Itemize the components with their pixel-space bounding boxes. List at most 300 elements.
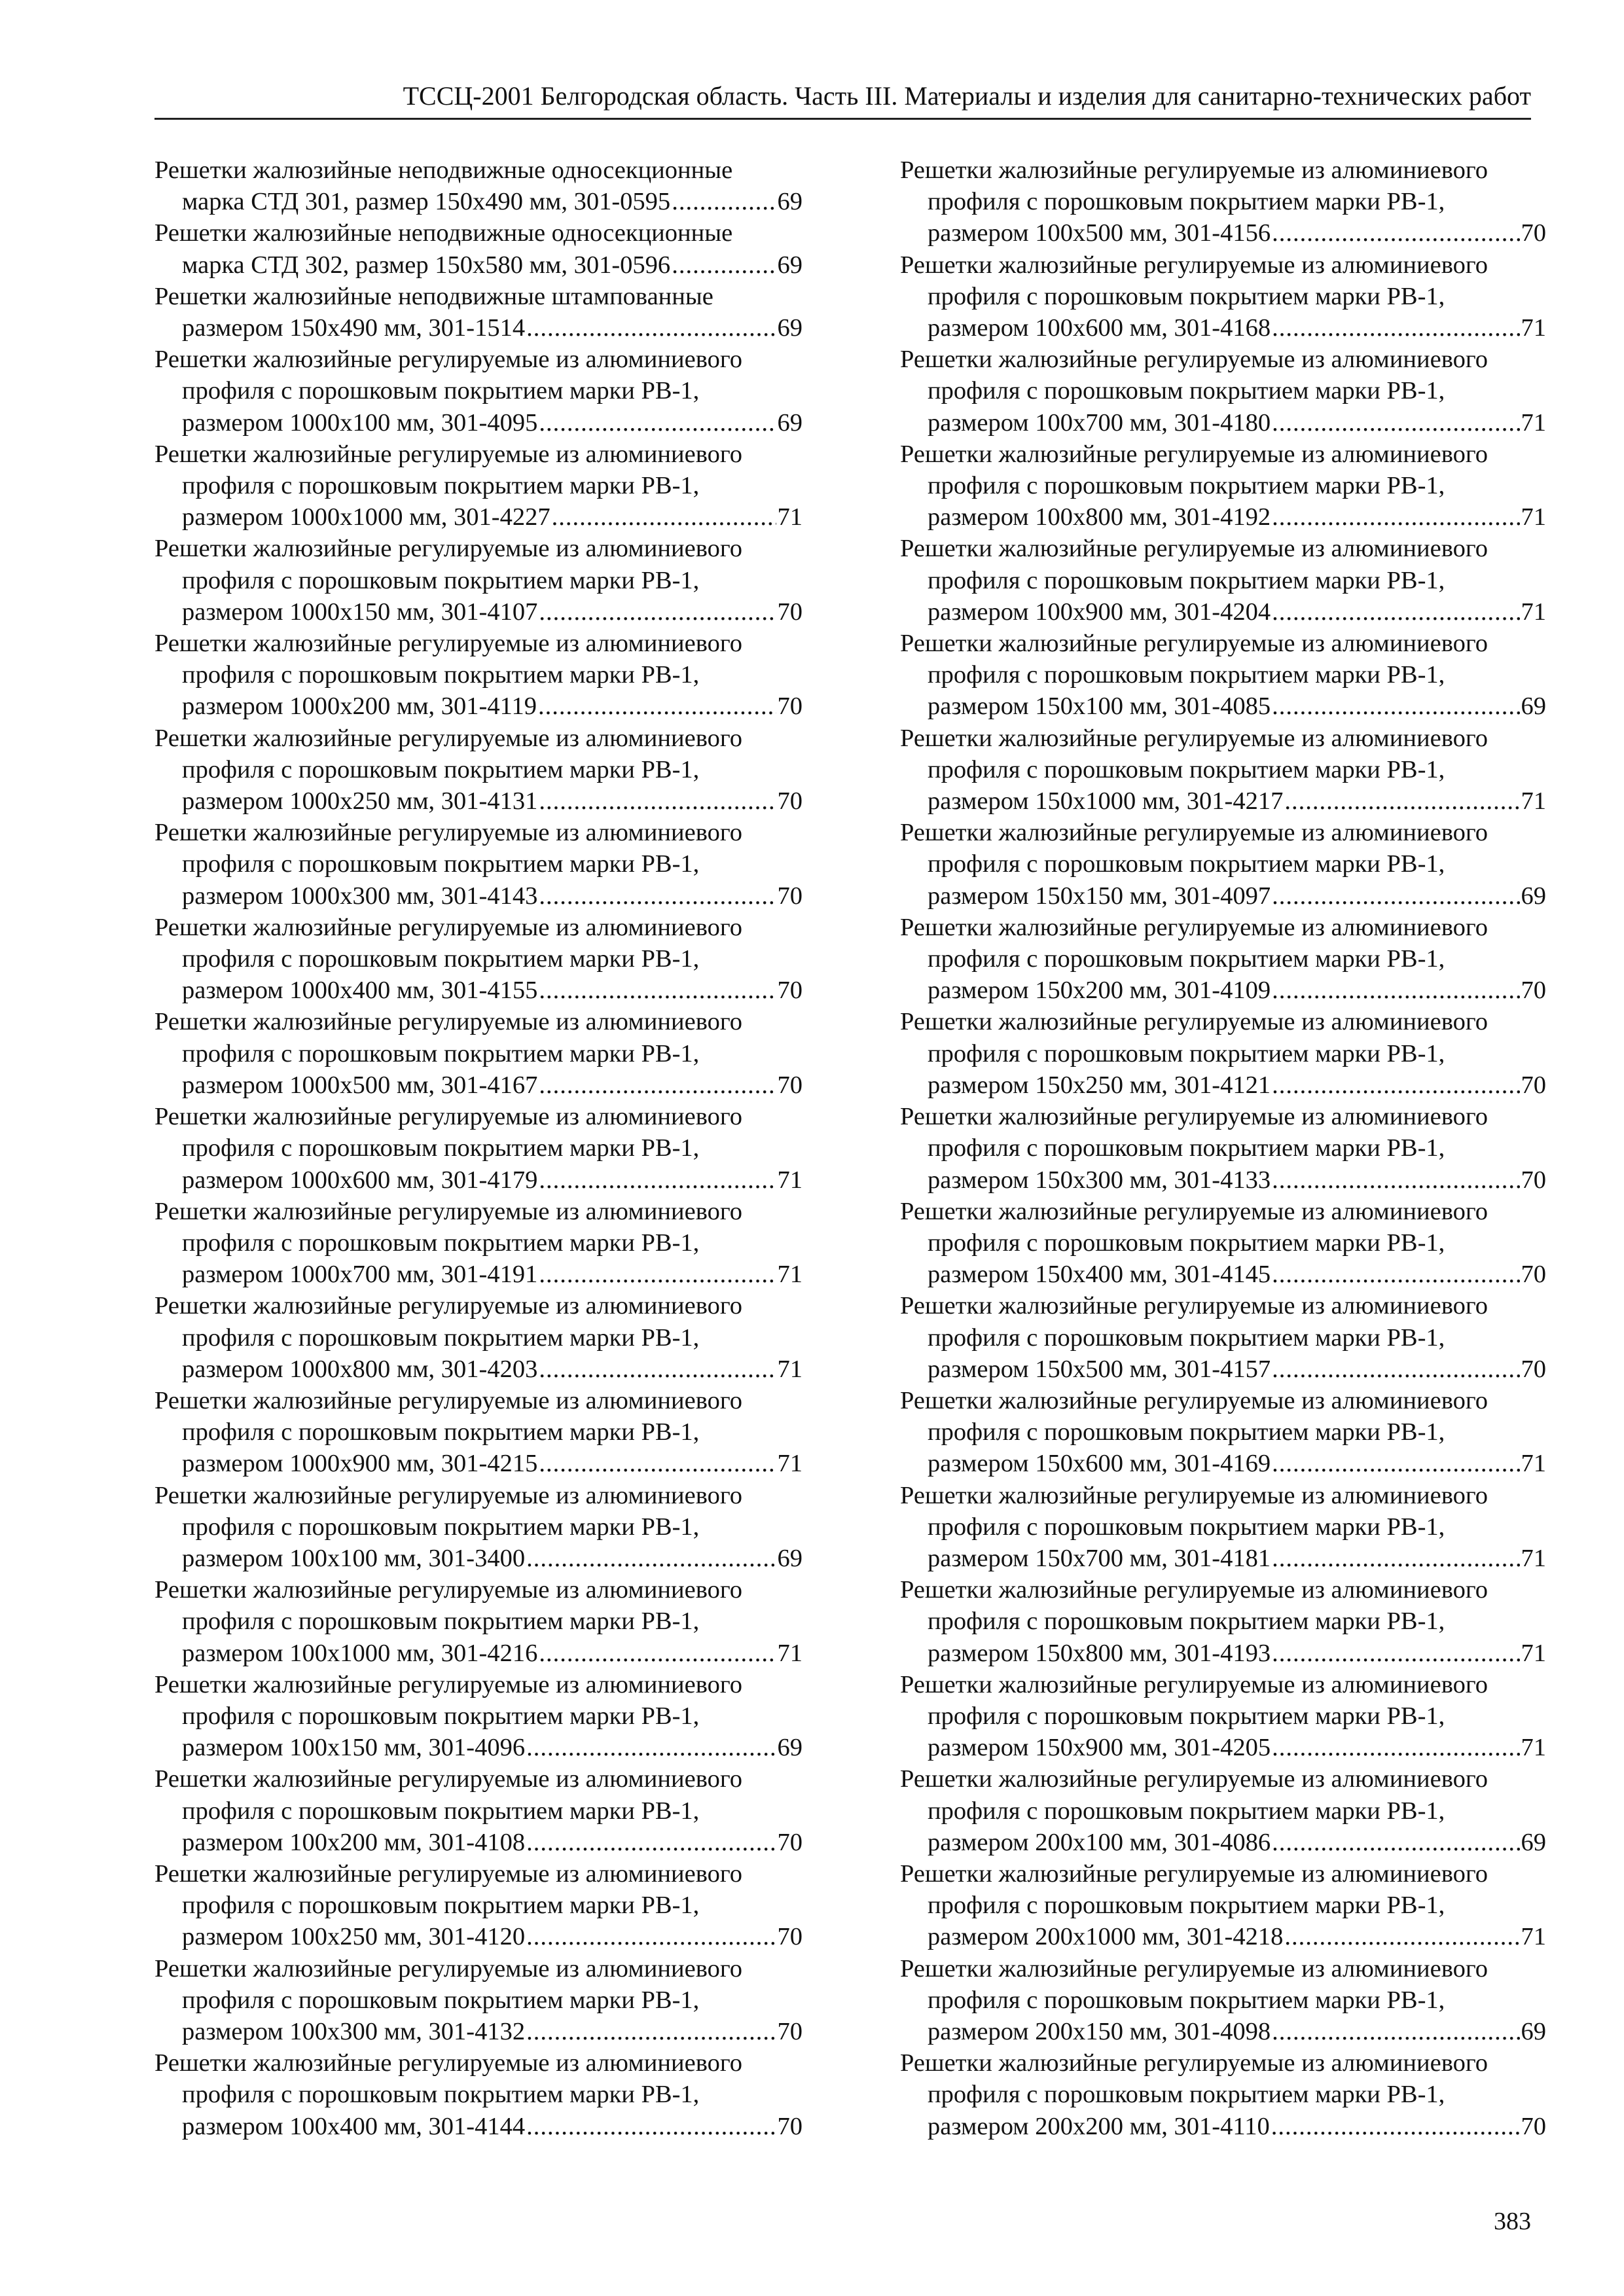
entry-continuation: профиля с порошковым покрытием марки РВ-1,: [928, 472, 1445, 500]
entry-page-ref: 70: [777, 692, 803, 721]
entry-last-line: [900, 407, 1546, 439]
entry-title: Решетки жалюзийные регулируемые из алюминиевого: [900, 1386, 1488, 1414]
entry-size-code: размером 1000х600 мм, 301-4179: [182, 1166, 538, 1194]
entry-size-code: размером 1000х300 мм, 301-4143: [182, 882, 538, 910]
entry-page-ref: 71: [1521, 1544, 1546, 1572]
entry-size-code: размером 150х150 мм, 301-4097: [928, 882, 1271, 910]
index-entry: [900, 1290, 1546, 1385]
entry-size-code: размером 1000х150 мм, 301-4107: [182, 598, 538, 626]
index-entry: [900, 439, 1546, 533]
entry-continuation: профиля с порошковым покрытием марки РВ-1,: [182, 1323, 700, 1352]
entry-continuation: профиля с порошковым покрытием марки РВ-1,: [928, 661, 1445, 689]
index-entry: [154, 1101, 803, 1196]
dot-leader: [539, 1259, 776, 1290]
entry-size-code: размером 100х200 мм, 301-4108: [182, 1828, 526, 1856]
entry-title: Решетки жалюзийные регулируемые из алюминиевого: [900, 1197, 1488, 1225]
entry-page-ref: 70: [1521, 1166, 1546, 1194]
entry-size-code: размером 100х900 мм, 301-4204: [928, 598, 1271, 626]
entry-continuation: профиля с порошковым покрытием марки РВ-1,: [928, 188, 1445, 216]
entry-size-code: размером 100х700 мм, 301-4180: [928, 408, 1271, 437]
entry-page-ref: 71: [777, 1261, 803, 1289]
entry-last-line: [154, 1543, 803, 1574]
entry-continuation: профиля с порошковым покрытием марки РВ-1,: [928, 1229, 1445, 1257]
entry-continuation: профиля с порошковым покрытием марки РВ-1,: [182, 1702, 700, 1730]
dot-leader: [539, 975, 776, 1006]
index-entry: [900, 1196, 1546, 1291]
dot-leader: [539, 1069, 776, 1101]
entry-continuation: профиля с порошковым покрытием марки РВ-1,: [928, 1039, 1445, 1067]
entry-size-code: размером 150х1000 мм, 301-4217: [928, 787, 1284, 816]
entry-continuation: профиля с порошковым покрытием марки РВ-1,: [928, 1323, 1445, 1352]
entry-size-code: размером 150х300 мм, 301-4133: [928, 1166, 1271, 1194]
entry-size-code: размером 1000х200 мм, 301-4119: [182, 692, 537, 721]
entry-last-line: [154, 1921, 803, 1952]
entry-page-ref: 71: [777, 1450, 803, 1478]
entry-continuation: профиля с порошковым покрытием марки РВ-1,: [928, 1607, 1445, 1636]
index-entry: [900, 1480, 1546, 1575]
entry-title: Решетки жалюзийные регулируемые из алюминиевого: [900, 1954, 1488, 1982]
index-entry: [900, 1858, 1546, 1953]
entry-last-line: [154, 1164, 803, 1196]
dot-leader: [1272, 1354, 1519, 1385]
entry-last-line: [900, 2111, 1546, 2142]
index-entry: [154, 1480, 803, 1575]
entry-last-line: [154, 501, 803, 533]
dot-leader: [1284, 1921, 1519, 1952]
entry-last-line: [900, 1259, 1546, 1290]
entry-title: Решетки жалюзийные регулируемые из алюминиевого: [154, 1954, 742, 1982]
header-title: ТССЦ-2001 Белгородская область. Часть III. Материалы и изделия для санитарно-технических работ: [403, 81, 1531, 111]
dot-leader: [1272, 691, 1519, 722]
entry-last-line: [154, 596, 803, 628]
index-entry: [154, 1858, 803, 1953]
entry-last-line: [154, 186, 803, 217]
entry-title: Решетки жалюзийные регулируемые из алюминиевого: [900, 630, 1488, 658]
dot-leader: [1272, 596, 1519, 628]
entry-title: Решетки жалюзийные неподвижные односекционные: [154, 219, 733, 247]
entry-continuation: профиля с порошковым покрытием марки РВ-1,: [182, 1134, 700, 1162]
entry-last-line: [154, 249, 803, 281]
entry-page-ref: 71: [1521, 787, 1546, 816]
dot-leader: [526, 1827, 776, 1858]
dot-leader: [526, 1921, 776, 1952]
entry-continuation: профиля с порошковым покрытием марки РВ-1,: [928, 1418, 1445, 1446]
entry-page-ref: 70: [777, 1923, 803, 1951]
entry-page-ref: 70: [1521, 219, 1546, 247]
entry-page-ref: 71: [1521, 598, 1546, 626]
entry-size-code: размером 1000х100 мм, 301-4095: [182, 408, 538, 437]
entry-page-ref: 69: [1521, 692, 1546, 721]
entry-continuation: профиля с порошковым покрытием марки РВ-1,: [182, 472, 700, 500]
index-entry: [900, 533, 1546, 628]
entry-last-line: [900, 596, 1546, 628]
entry-page-ref: 71: [1521, 1450, 1546, 1478]
dot-leader: [539, 407, 776, 439]
entry-title: Решетки жалюзийные регулируемые из алюминиевого: [154, 535, 742, 563]
entry-title: Решетки жалюзийные регулируемые из алюминиевого: [900, 440, 1488, 468]
dot-leader: [1272, 1259, 1519, 1290]
entry-last-line: [900, 1827, 1546, 1858]
entry-page-ref: 71: [777, 1639, 803, 1667]
index-entry: [900, 817, 1546, 912]
entry-title: Решетки жалюзийные регулируемые из алюминиевого: [900, 724, 1488, 752]
entry-continuation: профиля с порошковым покрытием марки РВ-1,: [182, 377, 700, 405]
index-entry: [900, 249, 1546, 344]
entry-continuation: профиля с порошковым покрытием марки РВ-1,: [182, 1892, 700, 1920]
dot-leader: [1272, 2016, 1519, 2047]
entry-continuation: профиля с порошковым покрытием марки РВ-1,: [182, 1607, 700, 1636]
index-entry: [154, 217, 803, 280]
entry-page-ref: 69: [777, 188, 803, 216]
entry-page-ref: 70: [777, 1071, 803, 1099]
entry-page-ref: 71: [777, 503, 803, 531]
entry-page-ref: 70: [777, 1828, 803, 1856]
entry-title: Решетки жалюзийные регулируемые из алюминиевого: [154, 2049, 742, 2077]
entry-continuation: профиля с порошковым покрытием марки РВ-1,: [928, 755, 1445, 783]
entry-title: Решетки жалюзийные регулируемые из алюминиевого: [900, 251, 1488, 279]
page-number: 383: [1494, 2208, 1531, 2235]
index-entry: [154, 1290, 803, 1385]
entry-continuation: профиля с порошковым покрытием марки РВ-1,: [182, 661, 700, 689]
entry-page-ref: 70: [777, 977, 803, 1005]
entry-last-line: [154, 975, 803, 1006]
index-entry: [154, 344, 803, 439]
dot-leader: [539, 1354, 776, 1385]
entry-title: Решетки жалюзийные регулируемые из алюминиевого: [154, 630, 742, 658]
entry-size-code: размером 150х600 мм, 301-4169: [928, 1450, 1271, 1478]
entry-size-code: размером 200х1000 мм, 301-4218: [928, 1923, 1284, 1951]
dot-leader: [526, 2111, 776, 2142]
entry-last-line: [900, 1069, 1546, 1101]
entry-continuation: профиля с порошковым покрытием марки РВ-1,: [182, 566, 700, 594]
dot-leader: [1272, 975, 1519, 1006]
index-column-left: [154, 154, 803, 2142]
entry-size-code: размером 1000х250 мм, 301-4131: [182, 787, 538, 816]
entry-title: Решетки жалюзийные регулируемые из алюминиевого: [154, 1197, 742, 1225]
entry-continuation: профиля с порошковым покрытием марки РВ-1,: [928, 1892, 1445, 1920]
entry-size-code: размером 100х250 мм, 301-4120: [182, 1923, 526, 1951]
entry-page-ref: 69: [777, 1544, 803, 1572]
entry-size-code: размером 150х900 мм, 301-4205: [928, 1734, 1271, 1762]
index-entry: [154, 912, 803, 1007]
entry-title: Решетки жалюзийные регулируемые из алюминиевого: [154, 346, 742, 374]
entry-last-line: [900, 1732, 1546, 1763]
dot-leader: [1272, 1543, 1519, 1574]
dot-leader: [1271, 2111, 1520, 2142]
entry-title: Решетки жалюзийные регулируемые из алюминиевого: [154, 819, 742, 847]
entry-continuation: профиля с порошковым покрытием марки РВ-1,: [182, 1513, 700, 1541]
entry-size-code: размером 1000х400 мм, 301-4155: [182, 977, 538, 1005]
entry-continuation: профиля с порошковым покрытием марки РВ-1,: [182, 755, 700, 783]
entry-last-line: [900, 785, 1546, 817]
entry-continuation: профиля с порошковым покрытием марки РВ-1,: [928, 566, 1445, 594]
index-entry: [154, 628, 803, 723]
entry-title: Решетки жалюзийные регулируемые из алюминиевого: [154, 1103, 742, 1131]
dot-leader: [1272, 1732, 1519, 1763]
entry-title: Решетки жалюзийные регулируемые из алюминиевого: [900, 1670, 1488, 1698]
entry-title: Решетки жалюзийные регулируемые из алюминиевого: [154, 1386, 742, 1414]
entry-page-ref: 70: [777, 882, 803, 910]
dot-leader: [1272, 407, 1519, 439]
index-entry: [900, 628, 1546, 723]
dot-leader: [539, 785, 776, 817]
entry-title: Решетки жалюзийные регулируемые из алюминиевого: [900, 1103, 1488, 1131]
entry-size-code: размером 100х500 мм, 301-4156: [928, 219, 1271, 247]
index-entry: [900, 344, 1546, 439]
dot-leader: [1272, 1638, 1519, 1669]
entry-page-ref: 71: [1521, 314, 1546, 342]
index-entry: [900, 154, 1546, 249]
entry-page-ref: 71: [1521, 1639, 1546, 1667]
index-entry: [154, 1006, 803, 1101]
entry-size-code: размером 150х500 мм, 301-4157: [928, 1355, 1271, 1383]
dot-leader: [1272, 1069, 1519, 1101]
entry-page-ref: 70: [1521, 2112, 1546, 2140]
entry-size-code: марка СТД 302, размер 150х580 мм, 301-0596: [182, 251, 671, 279]
entry-continuation: профиля с порошковым покрытием марки РВ-1,: [182, 1039, 700, 1067]
dot-leader: [1272, 217, 1519, 249]
entry-continuation: профиля с порошковым покрытием марки РВ-1,: [182, 1418, 700, 1446]
running-header: [154, 80, 1531, 120]
entry-continuation: профиля с порошковым покрытием марки РВ-1,: [928, 945, 1445, 973]
entry-size-code: размером 1000х800 мм, 301-4203: [182, 1355, 538, 1383]
entry-title: Решетки жалюзийные регулируемые из алюминиевого: [900, 2049, 1488, 2077]
index-entry: [154, 1385, 803, 1480]
entry-page-ref: 71: [777, 1355, 803, 1383]
entry-size-code: размером 1000х700 мм, 301-4191: [182, 1261, 538, 1289]
entry-continuation: профиля с порошковым покрытием марки РВ-1,: [928, 377, 1445, 405]
entry-size-code: размером 150х800 мм, 301-4193: [928, 1639, 1271, 1667]
entry-title: Решетки жалюзийные неподвижные односекционные: [154, 156, 733, 184]
entry-size-code: размером 100х150 мм, 301-4096: [182, 1734, 526, 1762]
index-entry: [900, 1763, 1546, 1858]
entry-title: Решетки жалюзийные регулируемые из алюминиевого: [900, 1765, 1488, 1793]
entry-last-line: [900, 691, 1546, 722]
entry-page-ref: 70: [777, 2017, 803, 2045]
entry-title: Решетки жалюзийные регулируемые из алюминиевого: [154, 1670, 742, 1698]
entry-title: Решетки жалюзийные регулируемые из алюминиевого: [154, 1765, 742, 1793]
dot-leader: [526, 312, 776, 344]
index-entry: [154, 1763, 803, 1858]
dot-leader: [539, 880, 776, 912]
entry-title: Решетки жалюзийные регулируемые из алюминиевого: [154, 1008, 742, 1036]
entry-size-code: размером 100х600 мм, 301-4168: [928, 314, 1271, 342]
entry-page-ref: 69: [777, 1734, 803, 1762]
index-entry: [900, 1385, 1546, 1480]
entry-page-ref: 70: [1521, 1261, 1546, 1289]
dot-leader: [1272, 501, 1519, 533]
entry-continuation: профиля с порошковым покрытием марки РВ-1,: [182, 850, 700, 878]
entry-size-code: размером 150х700 мм, 301-4181: [928, 1544, 1271, 1572]
dot-leader: [526, 1732, 776, 1763]
index-entry: [154, 154, 803, 217]
entry-size-code: размером 150х490 мм, 301-1514: [182, 314, 526, 342]
entry-title: Решетки жалюзийные регулируемые из алюминиевого: [900, 535, 1488, 563]
dot-leader: [1284, 785, 1519, 817]
entry-page-ref: 70: [1521, 1071, 1546, 1099]
entry-size-code: размером 100х100 мм, 301-3400: [182, 1544, 526, 1572]
entry-continuation: профиля с порошковым покрытием марки РВ-1,: [928, 850, 1445, 878]
entry-last-line: [900, 1354, 1546, 1385]
entry-title: Решетки жалюзийные регулируемые из алюминиевого: [154, 913, 742, 941]
index-entry: [900, 1006, 1546, 1101]
entry-size-code: размером 200х150 мм, 301-4098: [928, 2017, 1271, 2045]
entry-title: Решетки жалюзийные регулируемые из алюминиевого: [154, 1292, 742, 1320]
dot-leader: [552, 501, 776, 533]
index-entry: [154, 281, 803, 344]
index-entry: [900, 1669, 1546, 1764]
entry-page-ref: 69: [777, 251, 803, 279]
entry-size-code: размером 200х100 мм, 301-4086: [928, 1828, 1271, 1856]
entry-continuation: профиля с порошковым покрытием марки РВ-1,: [928, 1986, 1445, 2014]
entry-last-line: [154, 312, 803, 344]
entry-title: Решетки жалюзийные регулируемые из алюминиевого: [900, 1576, 1488, 1604]
index-entry: [154, 1574, 803, 1669]
entry-continuation: профиля с порошковым покрытием марки РВ-1,: [182, 945, 700, 973]
index-entry: [154, 1669, 803, 1764]
index-entry: [154, 1196, 803, 1291]
entry-page-ref: 69: [1521, 2017, 1546, 2045]
entry-last-line: [900, 312, 1546, 344]
entry-continuation: профиля с порошковым покрытием марки РВ-1,: [182, 2081, 700, 2109]
entry-last-line: [900, 1543, 1546, 1574]
dot-leader: [1272, 312, 1519, 344]
entry-page-ref: 71: [1521, 1734, 1546, 1762]
entry-title: Решетки жалюзийные регулируемые из алюминиевого: [154, 440, 742, 468]
dot-leader: [539, 1638, 776, 1669]
entry-size-code: размером 200х200 мм, 301-4110: [928, 2112, 1270, 2140]
entry-last-line: [900, 1921, 1546, 1952]
entry-last-line: [154, 407, 803, 439]
dot-leader: [1272, 880, 1519, 912]
index-entry: [900, 1953, 1546, 2048]
entry-title: Решетки жалюзийные регулируемые из алюминиевого: [900, 913, 1488, 941]
entry-title: Решетки жалюзийные регулируемые из алюминиевого: [900, 346, 1488, 374]
entry-page-ref: 69: [777, 314, 803, 342]
entry-page-ref: 70: [777, 598, 803, 626]
entry-last-line: [900, 880, 1546, 912]
entry-page-ref: 71: [1521, 503, 1546, 531]
entry-last-line: [154, 1827, 803, 1858]
dot-leader: [672, 186, 776, 217]
entry-last-line: [900, 975, 1546, 1006]
dot-leader: [539, 1448, 776, 1479]
entry-continuation: профиля с порошковым покрытием марки РВ-1,: [928, 282, 1445, 310]
entry-title: Решетки жалюзийные регулируемые из алюминиевого: [900, 1292, 1488, 1320]
entry-title: Решетки жалюзийные регулируемые из алюминиевого: [900, 1481, 1488, 1509]
entry-last-line: [154, 1354, 803, 1385]
dot-leader: [1272, 1164, 1519, 1196]
index-entry: [154, 533, 803, 628]
entry-last-line: [154, 785, 803, 817]
entry-last-line: [154, 880, 803, 912]
entry-size-code: размером 100х800 мм, 301-4192: [928, 503, 1271, 531]
dot-leader: [672, 249, 776, 281]
entry-title: Решетки жалюзийные регулируемые из алюминиевого: [154, 1859, 742, 1888]
index-entry: [900, 723, 1546, 817]
entry-last-line: [900, 1638, 1546, 1669]
entry-continuation: профиля с порошковым покрытием марки РВ-1,: [182, 1797, 700, 1825]
entry-last-line: [900, 1448, 1546, 1479]
entry-last-line: [900, 217, 1546, 249]
entry-title: Решетки жалюзийные регулируемые из алюминиевого: [900, 1859, 1488, 1888]
dot-leader: [1272, 1448, 1519, 1479]
entry-last-line: [154, 1259, 803, 1290]
entry-continuation: профиля с порошковым покрытием марки РВ-1,: [928, 1513, 1445, 1541]
dot-leader: [526, 2016, 776, 2047]
entry-title: Решетки жалюзийные регулируемые из алюминиевого: [900, 819, 1488, 847]
index-entry: [900, 1101, 1546, 1196]
index-entry: [154, 723, 803, 817]
dot-leader: [1272, 1827, 1519, 1858]
entry-page-ref: 70: [777, 2112, 803, 2140]
entry-title: Решетки жалюзийные неподвижные штампованные: [154, 282, 713, 310]
entry-last-line: [154, 1732, 803, 1763]
entry-size-code: размером 1000х900 мм, 301-4215: [182, 1450, 538, 1478]
entry-continuation: профиля с порошковым покрытием марки РВ-1,: [928, 1134, 1445, 1162]
index-entry: [900, 1574, 1546, 1669]
entry-page-ref: 70: [777, 787, 803, 816]
entry-title: Решетки жалюзийные регулируемые из алюминиевого: [154, 724, 742, 752]
entry-last-line: [154, 691, 803, 722]
entry-size-code: размером 100х300 мм, 301-4132: [182, 2017, 526, 2045]
index-entry: [154, 1953, 803, 2048]
entry-page-ref: 71: [1521, 1923, 1546, 1951]
dot-leader: [539, 596, 776, 628]
entry-page-ref: 69: [777, 408, 803, 437]
entry-continuation: профиля с порошковым покрытием марки РВ-1,: [928, 1797, 1445, 1825]
index-entry: [154, 439, 803, 533]
entry-size-code: размером 150х100 мм, 301-4085: [928, 692, 1271, 721]
entry-title: Решетки жалюзийные регулируемые из алюминиевого: [900, 1008, 1488, 1036]
entry-last-line: [154, 1069, 803, 1101]
entry-continuation: профиля с порошковым покрытием марки РВ-1,: [928, 2081, 1445, 2109]
index-entry: [900, 912, 1546, 1007]
dot-leader: [538, 691, 776, 722]
entry-page-ref: 69: [1521, 882, 1546, 910]
entry-title: Решетки жалюзийные регулируемые из алюминиевого: [154, 1481, 742, 1509]
entry-size-code: размером 1000х500 мм, 301-4167: [182, 1071, 538, 1099]
entry-continuation: профиля с порошковым покрытием марки РВ-1,: [182, 1986, 700, 2014]
entry-page-ref: 70: [1521, 977, 1546, 1005]
entry-last-line: [154, 1448, 803, 1479]
entry-page-ref: 71: [1521, 408, 1546, 437]
entry-size-code: размером 1000х1000 мм, 301-4227: [182, 503, 550, 531]
index-entry: [900, 2047, 1546, 2142]
entry-size-code: размером 150х200 мм, 301-4109: [928, 977, 1271, 1005]
entry-size-code: размером 150х250 мм, 301-4121: [928, 1071, 1271, 1099]
entry-last-line: [900, 501, 1546, 533]
entry-page-ref: 69: [1521, 1828, 1546, 1856]
entry-size-code: размером 100х1000 мм, 301-4216: [182, 1639, 538, 1667]
entry-last-line: [154, 1638, 803, 1669]
entry-title: Решетки жалюзийные регулируемые из алюминиевого: [900, 156, 1488, 184]
entry-continuation: профиля с порошковым покрытием марки РВ-1,: [928, 1702, 1445, 1730]
entry-last-line: [154, 2111, 803, 2142]
entry-size-code: размером 150х400 мм, 301-4145: [928, 1261, 1271, 1289]
entry-page-ref: 70: [1521, 1355, 1546, 1383]
entry-size-code: размером 100х400 мм, 301-4144: [182, 2112, 526, 2140]
entry-last-line: [900, 2016, 1546, 2047]
index-column-right: [900, 154, 1546, 2142]
entry-title: Решетки жалюзийные регулируемые из алюминиевого: [154, 1576, 742, 1604]
index-entry: [154, 2047, 803, 2142]
entry-last-line: [900, 1164, 1546, 1196]
entry-size-code: марка СТД 301, размер 150х490 мм, 301-0595: [182, 188, 671, 216]
index-entry: [154, 817, 803, 912]
dot-leader: [526, 1543, 776, 1574]
dot-leader: [539, 1164, 776, 1196]
